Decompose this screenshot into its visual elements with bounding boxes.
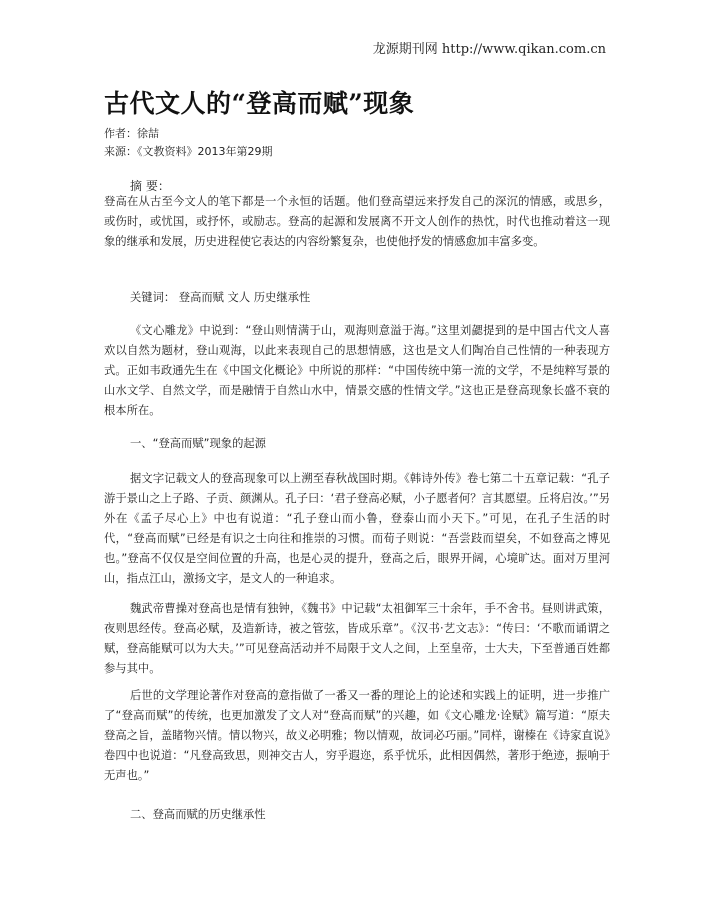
section-heading-2: 二、登高而赋的历史继承性 xyxy=(130,808,266,821)
body-paragraph-4: 后世的文学理论著作对登高的意指做了一番又一番的理论上的论述和实践上的证明，进一步推广了“登高而赋”的传统，也更加激发了文人对“登高而赋”的兴趣，如《文心雕龙·诠赋》篇写道：“原夫登高之旨，盖睹物兴情。情以物兴，故义必明雅；物以情观，故词必巧丽。”同样，谢榛在《诗家直说》卷四中也说道：“凡登高致思，则神交古人，穷乎遐迩，系乎忧乐，此相因偶然，著形于绝迹，振响于无声也。” xyxy=(104,689,610,782)
site-header: 龙源期刊网 http://www.qikan.com.cn xyxy=(372,42,606,57)
article-title: 古代文人的“登高而赋”现象 xyxy=(104,89,415,118)
article-author: 作者：徐喆 xyxy=(104,127,159,140)
body-paragraph-2: 据文字记载文人的登高现象可以上溯至春秋战国时期。《韩诗外传》卷七第二十五章记载：“孔子游于景山之上子路、子贡、颜渊从。孔子曰：‘君子登高必赋，小子愿者何？言其愿望。丘将启汝。’”另外在《孟子尽心上》中也有说道：“孔子登山而小鲁，登泰山而小天下。”可见，在孔子生活的时代，“登高而赋”已经是有识之士向往和推崇的习惯。而荀子则说：“吾尝跂而望矣，不如登高之博见也。”登高不仅仅是空间位置的升高，也是心灵的提升，登高之后，眼界开阔，心境旷达。面对万里河山，指点江山，激扬文字，是文人的一种追求。 xyxy=(104,472,610,585)
section-heading-1: 一、“登高而赋”现象的起源 xyxy=(130,437,266,450)
article-source: 来源：《文教资料》2013年第29期 xyxy=(104,145,273,158)
body-paragraph-1: 《文心雕龙》中说到：“登山则情满于山，观海则意溢于海。”这里刘勰提到的是中国古代文人喜欢以自然为题材，登山观海，以此来表现自己的思想情感，这也是文人们陶冶自己性情的一种表现方式。正如韦政通先生在《中国文化概论》中所说的那样：“中国传统中第一流的文学，不是纯粹写景的山水文学、自然文学，而是融情于自然山水中，情景交感的性情文学。”这也正是登高现象长盛不衰的根本所在。 xyxy=(104,324,610,417)
keywords: 关键词： 登高而赋 文人 历史继承性 xyxy=(130,291,311,304)
abstract-label: 摘 要： xyxy=(130,179,170,193)
abstract-text: 登高在从古至今文人的笔下都是一个永恒的话题。他们登高望远来抒发自己的深沉的情感，或思乡，或伤时，或忧国，或抒怀，或励志。登高的起源和发展离不开文人创作的热忱，时代也推动着这一现象的继承和发展，历史进程使它表达的内容纷繁复杂，也使他抒发的情感愈加丰富多变。 xyxy=(104,195,610,248)
body-paragraph-3: 魏武帝曹操对登高也是情有独钟，《魏书》中记载“太祖御军三十余年，手不舍书。昼则讲武策，夜则思经传。登高必赋，及造新诗，被之管弦，皆成乐章”。《汉书·艺文志》：“传曰：‘不歌而诵谓之赋，登高能赋可以为大夫。’”可见登高活动并不局限于文人之间，上至皇帝，士大夫，下至普通百姓都参与其中。 xyxy=(104,602,610,675)
